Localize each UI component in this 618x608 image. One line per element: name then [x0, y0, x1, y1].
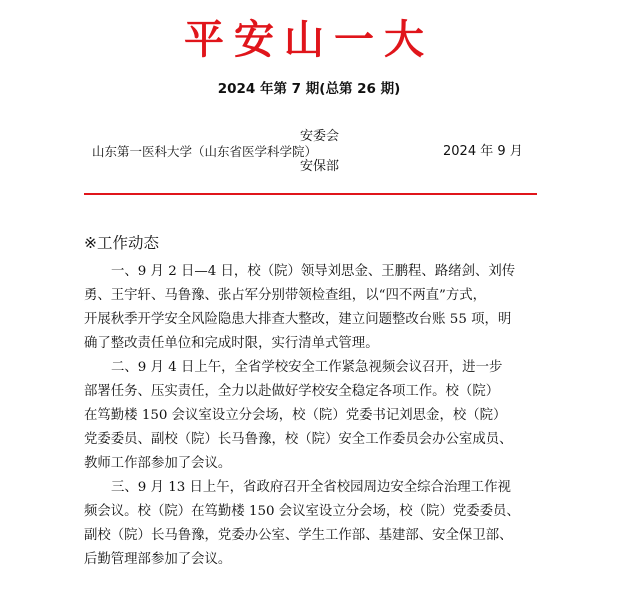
paragraph-line: 副校（院）长马鲁豫，党委办公室、学生工作部、基建部、安全保卫部、: [84, 528, 513, 543]
publication-date: 2024 年 9 月: [443, 144, 523, 159]
paragraph-line: 一、9 月 2 日—4 日，校（院）领导刘思金、王鹏程、路绪剑、刘传: [111, 264, 516, 279]
department-safety-committee: 安委会: [300, 129, 340, 144]
organization-name: 山东第一医科大学（山东省医学科学院）: [92, 144, 318, 159]
paragraph-3: [84, 476, 544, 572]
issue-number: 2024 年第 7 期(总第 26 期): [217, 81, 401, 97]
paragraph-line: 教师工作部参加了会议。: [84, 456, 232, 471]
paragraph-line: 确了整改责任单位和完成时限，实行清单式管理。: [84, 336, 379, 351]
paragraph-line: 勇、王宇轩、马鲁豫、张占军分别带领检查组，以“四不两直”方式，: [84, 288, 487, 303]
paragraph-line: 党委委员、副校（院）长马鲁豫，校（院）安全工作委员会办公室成员、: [84, 432, 513, 447]
paragraph-line: 在笃勤楼 150 会议室设立分会场，校（院）党委书记刘思金，校（院）: [84, 408, 507, 423]
department-security: 安保部: [300, 159, 340, 174]
paragraph-line: 后勤管理部参加了会议。: [84, 552, 232, 567]
paragraph-line: 三、9 月 13 日上午，省政府召开全省校园周边安全综合治理工作视: [111, 480, 511, 495]
masthead-title: 平安山一大: [184, 16, 434, 63]
paragraph-line: 部署任务、压实责任，全力以赴做好学校安全稳定各项工作。校（院）: [84, 384, 500, 399]
article-body: [84, 260, 544, 572]
paragraph-line: 二、9 月 4 日上午，全省学校安全工作紧急视频会议召开，进一步: [111, 360, 503, 375]
paragraph-line: 频会议。校（院）在笃勤楼 150 会议室设立分会场，校（院）党委委员、: [84, 504, 520, 519]
paragraph-1: [84, 260, 544, 356]
section-title: ※工作动态: [84, 234, 159, 252]
paragraph-2: [84, 356, 544, 476]
red-divider: [84, 193, 537, 195]
paragraph-line: 开展秋季开学安全风险隐患大排查大整改，建立问题整改台账 55 项，明: [84, 312, 512, 327]
